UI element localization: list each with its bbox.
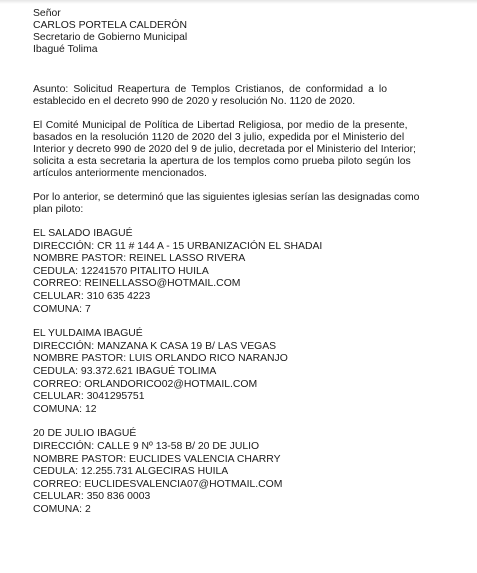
- church-id: CEDULA: 12241570 PITALITO HUILA: [33, 265, 209, 277]
- recipient-location: Ibagué Tolima: [33, 44, 98, 55]
- church-pastor: NOMBRE PASTOR: LUIS ORLANDO RICO NARANJO: [33, 353, 288, 365]
- church-phone: CELULAR: 350 836 0003: [33, 491, 151, 503]
- subject-line-2: establecido en el decreto 990 de 2020 y resolución No. 1120 de 2020.: [33, 96, 356, 107]
- page-top-edge: [0, 0, 477, 4]
- paragraph-1-line-3: Interior y decreto 990 de 2020 del 9 de julio, decretada por el Ministerio del Interior;: [33, 144, 416, 155]
- paragraph-2: [33, 192, 465, 216]
- church-entry: [33, 228, 465, 316]
- recipient-block: [33, 8, 465, 56]
- church-email: CORREO: ORLANDORICO02@HOTMAIL.COM: [33, 378, 258, 390]
- paragraph-1-line-5: artículos anteriormente mencionados.: [33, 168, 207, 179]
- church-name: EL YULDAIMA IBAGUÉ: [33, 328, 143, 340]
- church-phone: CELULAR: 3041295751: [33, 391, 145, 403]
- church-commune: COMUNA: 12: [33, 403, 97, 415]
- paragraph-1-line-1: El Comité Municipal de Política de Libertad Religiosa, por medio de la presente,: [33, 120, 408, 131]
- church-email: CORREO: EUCLIDESVALENCIA07@HOTMAIL.COM: [33, 478, 283, 490]
- church-pastor: NOMBRE PASTOR: REINEL LASSO RIVERA: [33, 253, 246, 265]
- church-pastor: NOMBRE PASTOR: EUCLIDES VALENCIA CHARRY: [33, 453, 281, 465]
- church-address: DIRECCIÓN: CALLE 9 Nº 13-58 B/ 20 DE JULIO: [33, 440, 260, 452]
- church-entry: [33, 328, 465, 416]
- salutation: Señor: [33, 8, 61, 19]
- paragraph-2-line-2: plan piloto:: [33, 204, 84, 215]
- subject-line-1: Asunto: Solicitud Reapertura de Templos Cristianos, de conformidad a lo: [33, 84, 388, 95]
- church-name: 20 DE JULIO IBAGUÉ: [33, 428, 137, 440]
- church-address: DIRECCIÓN: CR 11 # 144 A - 15 URBANIZACIÓN EL SHADAI: [33, 240, 323, 252]
- church-phone: CELULAR: 310 635 4223: [33, 290, 151, 302]
- subject-block: [33, 84, 465, 108]
- church-id: CEDULA: 93.372.621 IBAGUÉ TOLIMA: [33, 365, 217, 377]
- church-commune: COMUNA: 2: [33, 503, 91, 515]
- church-name: EL SALADO IBAGUÉ: [33, 228, 133, 239]
- paragraph-1-line-4: solicita a esta secretaria la apertura de los templos como prueba piloto según los: [33, 156, 411, 167]
- paragraph-2-line-1: Por lo anterior, se determinó que las siguientes iglesias serían las designadas como: [33, 192, 420, 203]
- recipient-position: Secretario de Gobierno Municipal: [33, 32, 188, 43]
- paragraph-1-line-2: basados en la resolución 1120 de 2020 del 3 julio, expedida por el Ministerio del: [33, 132, 405, 143]
- paragraph-1: [33, 120, 465, 180]
- church-address: DIRECCIÓN: MANZANA K CASA 19 B/ LAS VEGAS: [33, 340, 277, 352]
- recipient-name: CARLOS PORTELA CALDERÓN: [33, 20, 187, 31]
- church-id: CEDULA: 12.255.731 ALGECIRAS HUILA: [33, 466, 229, 478]
- church-commune: COMUNA: 7: [33, 303, 91, 315]
- letter-page: [33, 8, 465, 516]
- church-entry: [33, 428, 465, 516]
- church-email: CORREO: REINELLASSO@HOTMAIL.COM: [33, 278, 241, 290]
